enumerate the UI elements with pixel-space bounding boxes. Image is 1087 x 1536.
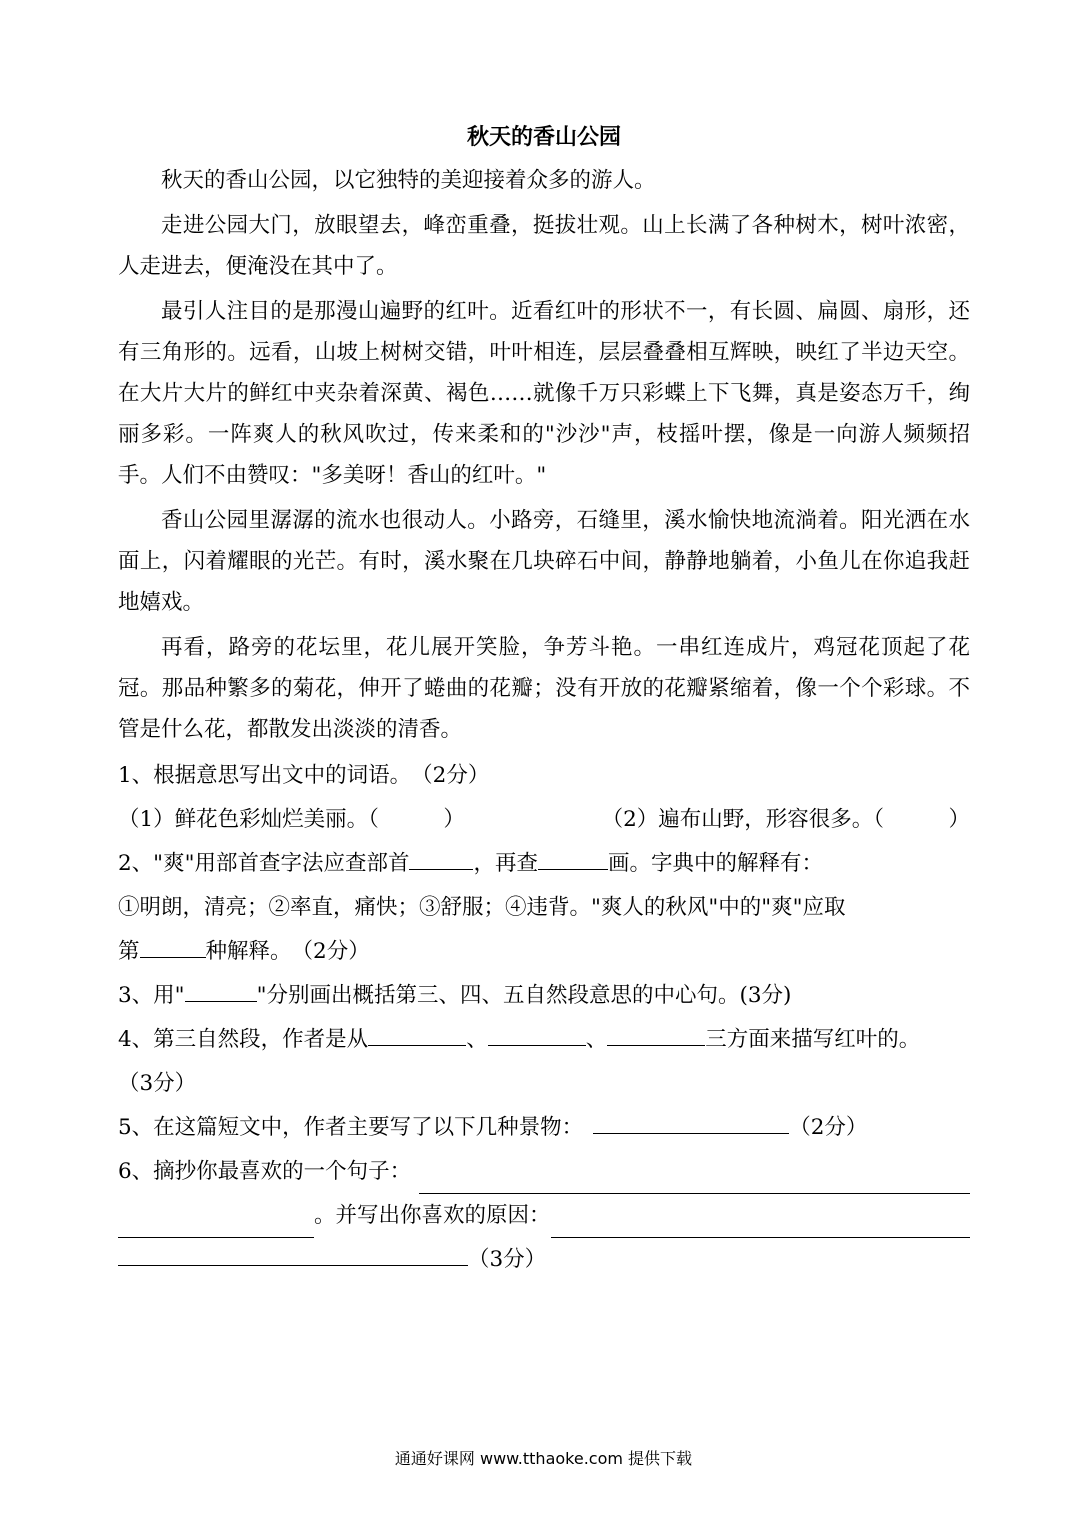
- paragraph-2: 走进公园大门，放眼望去，峰峦重叠，挺拔壮观。山上长满了各种树木，树叶浓密，人走进去，便淹没在其中了。: [118, 213, 970, 279]
- question-1-subitems: [118, 798, 970, 842]
- question-1-sub-2: （2）遍布山野，形容很多。（ ）: [601, 807, 970, 832]
- question-2-line-3: 第 种解释。 （2分）: [118, 930, 970, 974]
- question-6-line-1: 6、摘抄你最喜欢的一个句子：: [118, 1150, 970, 1194]
- answer-blank[interactable]: [409, 843, 473, 870]
- answer-blank[interactable]: [118, 1211, 314, 1238]
- answer-blank[interactable]: [185, 975, 257, 1002]
- paragraph-5: 再看，路旁的花坛里，花儿展开笑脸，争芳斗艳。一串红连成片，鸡冠花顶起了花冠。那品种繁多的菊花，伸开了蜷曲的花瓣；没有开放的花瓣紧缩着，像一个个彩球。不管是什么花，都散发出淡淡的清香。: [118, 635, 970, 742]
- question-2-line-2: ①明朗，清亮；②率直，痛快；③舒服；④违背。"爽人的秋风"中的"爽"应取: [118, 895, 846, 920]
- answer-blank[interactable]: [368, 1019, 466, 1046]
- page-title: 秋天的香山公园: [466, 124, 621, 150]
- answer-blank[interactable]: [593, 1107, 789, 1134]
- footer-credit: 通通好课网 www.tthaoke.com 提供下载: [394, 1449, 693, 1468]
- answer-blank[interactable]: [538, 843, 608, 870]
- question-3: 3、用" "分别画出概括第三、四、五自然段意思的中心句。(3分): [118, 974, 970, 1018]
- paragraph-4: 香山公园里潺潺的流水也很动人。小路旁，石缝里，溪水愉快地流淌着。阳光洒在水面上，闪着耀眼的光芒。有时，溪水聚在几块碎石中间，静静地躺着，小鱼儿在你追我赶地嬉戏。: [118, 508, 970, 615]
- question-5: 5、在这篇短文中，作者主要写了以下几种景物： （2分）: [118, 1106, 970, 1150]
- answer-blank[interactable]: [488, 1019, 586, 1046]
- paragraph-3: 最引人注目的是那漫山遍野的红叶。近看红叶的形状不一，有长圆、扁圆、扇形，还有三角形的。远看，山坡上树树交错，叶叶相连，层层叠叠相互辉映，映红了半边天空。在大片大片的鲜红中夹杂着深黄、褐色……就像千万只彩蝶上下飞舞，真是姿态万千，绚丽多彩。一阵爽人的秋风吹过，传来柔和的"沙沙"声，枝摇叶摆，像是一向游人频频招手。人们不由赞叹："多美呀！香山的红叶。": [118, 299, 970, 488]
- answer-blank[interactable]: [118, 1239, 468, 1266]
- answer-blank[interactable]: [140, 931, 206, 958]
- answer-blank[interactable]: [419, 1167, 970, 1194]
- question-6-line-3: （3分）: [118, 1238, 970, 1282]
- question-1: 1、根据意思写出文中的词语。 （2分）: [118, 763, 490, 788]
- question-2-line-1: 2、"爽"用部首查字法应查部首 ，再查 画。字典中的解释有：: [118, 842, 970, 886]
- question-6-line-2: 。并写出你喜欢的原因：: [118, 1194, 970, 1238]
- paragraph-1: 秋天的香山公园，以它独特的美迎接着众多的游人。: [161, 168, 656, 193]
- worksheet: [118, 116, 970, 1282]
- answer-blank[interactable]: [551, 1211, 970, 1238]
- question-1-sub-1: （1）鲜花色彩灿烂美丽。（ ）: [118, 807, 465, 832]
- question-4: 4、第三自然段，作者是从 、 、 三方面来描写红叶的。: [118, 1018, 970, 1062]
- answer-blank[interactable]: [607, 1019, 705, 1046]
- question-4-score: （3分）: [118, 1071, 197, 1096]
